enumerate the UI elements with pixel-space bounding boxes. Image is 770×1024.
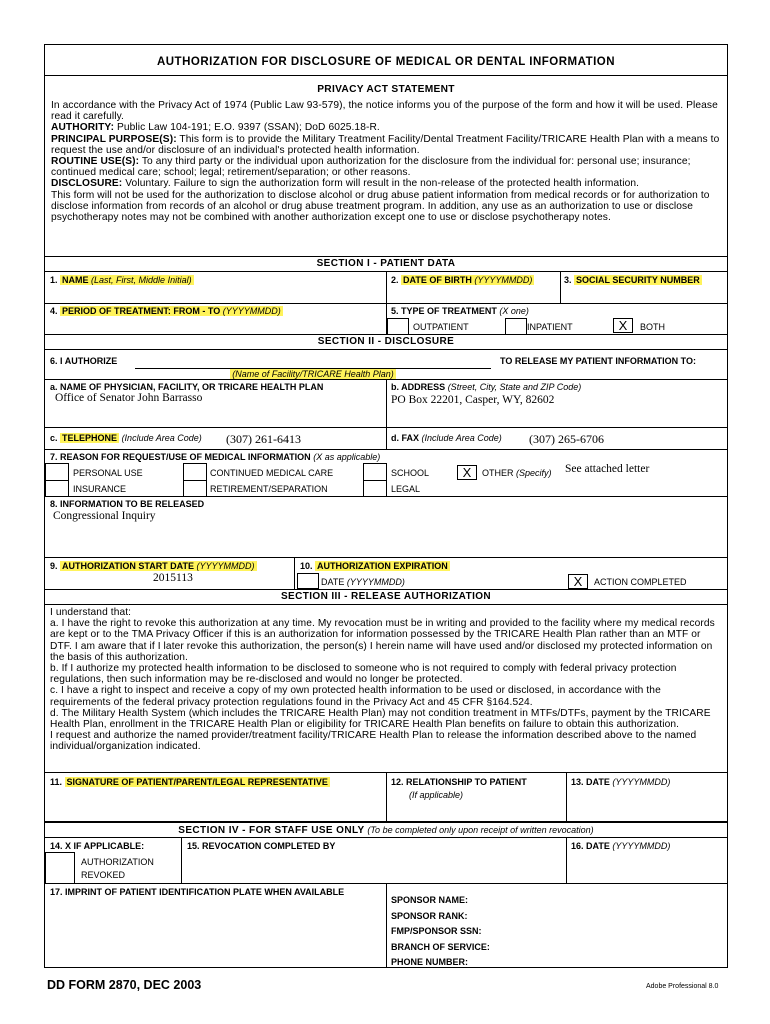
divider	[45, 256, 727, 257]
field-number: 4.	[50, 306, 58, 316]
name-input[interactable]	[45, 273, 386, 303]
divider	[45, 604, 727, 605]
exp-date-hint: (YYYYMMDD)	[346, 577, 405, 587]
sig-date-text: 13. DATE	[571, 777, 610, 787]
field-label-text	[60, 561, 257, 571]
ssn-input[interactable]	[561, 273, 727, 303]
other-checkbox[interactable]: X	[457, 465, 477, 480]
field-number: 11.	[50, 777, 63, 787]
continued-care-label: CONTINUED MEDICAL CARE	[210, 468, 334, 478]
form-id: DD FORM 2870, DEC 2003	[47, 978, 202, 992]
terms-a: a. I have the right to revoke this authorization at any time. My revocation must be in writing and provided to the facility where my medical records are kept or to the TMA Privacy Officer if this is an authorization for information possessed by the TRICARE Health Plan rather than an MTF or DTF. I am aware that if I later revoke this authorization, the person(s) I herein name will have used and/or disclosed my protected information on the basis of this authorization.	[50, 618, 715, 663]
dob-hint: (YYYYMMDD)	[474, 275, 533, 285]
type-label: TYPE OF TREATMENT	[401, 306, 497, 316]
legal-checkbox[interactable]	[363, 480, 387, 497]
authorize-label	[50, 356, 117, 366]
section-4-hint: (To be completed only upon receipt of written revocation)	[367, 825, 594, 835]
routine-text: To any third party or the individual upon authorization for the disclosure from the individual for: personal use; insurance; continued medical care; school; legal; retirement/separation; or other reasons.	[51, 156, 691, 179]
both-checkbox[interactable]: X	[613, 318, 633, 333]
other-label-text: OTHER	[482, 468, 514, 478]
authorize-text: I AUTHORIZE	[60, 356, 118, 366]
divider	[294, 557, 295, 589]
privacy-routine	[51, 156, 723, 178]
expiration-date-label	[321, 577, 405, 587]
revocation-date-input[interactable]	[567, 853, 727, 883]
privacy-authority	[51, 122, 723, 133]
reason-label	[50, 452, 380, 462]
revocation-completed-label: 15. REVOCATION COMPLETED BY	[187, 841, 336, 851]
revoked-label-1: AUTHORIZATION	[81, 857, 154, 867]
insurance-checkbox[interactable]	[45, 480, 69, 497]
branch-label: BRANCH OF SERVICE:	[391, 942, 490, 952]
other-value[interactable]: See attached letter	[565, 463, 650, 475]
expiration-label	[300, 561, 450, 571]
privacy-statement	[51, 100, 723, 223]
expiration-label-text: AUTHORIZATION EXPIRATION	[317, 561, 448, 571]
divider	[45, 334, 727, 335]
imprint-label: 17. IMPRINT OF PATIENT IDENTIFICATION PLATE WHEN AVAILABLE	[50, 887, 345, 897]
fax-label	[391, 433, 502, 443]
imprint-area[interactable]	[45, 899, 385, 967]
rev-date-text: 16. DATE	[571, 841, 610, 851]
address-hint: (Street, City, State and ZIP Code)	[447, 382, 582, 392]
fax-hint: (Include Area Code)	[421, 433, 502, 443]
reason-hint: (X as applicable)	[313, 452, 381, 462]
revocation-date-label	[571, 841, 670, 851]
terms-b: b. If I authorize my protected health information to be disclosed to someone who is not required to comply with federal privacy protection regulations, then such information may be re-disclosed and would no longer be protected.	[50, 663, 677, 686]
phone-number-label: PHONE NUMBER:	[391, 957, 469, 967]
field-number: 5.	[391, 306, 399, 316]
terms-request: I request and authorize the named provider/treatment facility/TRICARE Health Plan to release the information described above to the named individual/organization indicated.	[50, 730, 697, 753]
authority-label: AUTHORITY:	[51, 122, 115, 134]
producer-label: Adobe Professional 8.0	[646, 983, 719, 990]
divider	[45, 75, 727, 76]
sig-date-hint: (YYYYMMDD)	[612, 777, 671, 787]
info-label: 8. INFORMATION TO BE RELEASED	[50, 499, 205, 509]
privacy-disclosure	[51, 178, 723, 189]
reason-label-text: 7. REASON FOR REQUEST/USE OF MEDICAL INFORMATION	[50, 452, 311, 462]
field-number: 10.	[300, 561, 313, 571]
divider	[45, 449, 727, 450]
x-if-applicable-label: 14. X IF APPLICABLE:	[50, 841, 145, 851]
section-3-heading: SECTION III - RELEASE AUTHORIZATION	[280, 591, 492, 602]
telephone-hint: (Include Area Code)	[121, 433, 202, 443]
legal-label: LEGAL	[391, 484, 421, 494]
address-label-text: b. ADDRESS	[391, 382, 446, 392]
section-1-heading: SECTION I - PATIENT DATA	[316, 258, 456, 269]
start-hint: (YYYYMMDD)	[196, 561, 255, 571]
signature-input[interactable]	[45, 790, 386, 820]
divider	[386, 883, 387, 967]
retirement-label: RETIREMENT/SEPARATION	[210, 484, 328, 494]
fax-label-text: d. FAX	[391, 433, 420, 443]
dob-label: DATE OF BIRTH	[403, 275, 472, 285]
facility-hint	[135, 369, 491, 379]
outpatient-label: OUTPATIENT	[413, 322, 469, 332]
info-value[interactable]: Congressional Inquiry	[53, 510, 156, 522]
dob-input[interactable]	[387, 273, 560, 303]
signature-label	[50, 777, 330, 787]
both-label: BOTH	[640, 322, 666, 332]
sponsor-ssn-label: FMP/SPONSOR SSN:	[391, 926, 482, 936]
divider	[45, 557, 727, 558]
form-title: AUTHORIZATION FOR DISCLOSURE OF MEDICAL OR DENTAL INFORMATION	[156, 56, 616, 68]
name-label: NAME	[62, 275, 89, 285]
telephone-label	[50, 433, 202, 443]
inpatient-label: INPATIENT	[527, 322, 573, 332]
sponsor-rank-label: SPONSOR RANK:	[391, 911, 468, 921]
field-number: 1.	[50, 275, 58, 285]
section-4-title: SECTION IV - FOR STAFF USE ONLY	[178, 825, 365, 836]
other-label	[482, 468, 552, 478]
field-number: 2.	[391, 275, 399, 285]
divider	[45, 837, 727, 838]
telephone-label-text: TELEPHONE	[62, 433, 118, 443]
privacy-note: This form will not be used for the authorization to disclose alcohol or drug abuse patient information from medical records or for authorization to disclose information from records of an alcohol or drug abuse treatment program. In addition, any use as an authorization to use or disclose psychotherapy notes may not be combined with another authorization except one to use or disclose psychotherapy notes.	[51, 189, 710, 224]
insurance-label: INSURANCE	[73, 484, 127, 494]
privacy-purpose	[51, 134, 723, 156]
period-input[interactable]	[45, 304, 386, 334]
rev-date-hint: (YYYYMMDD)	[612, 841, 671, 851]
terms-intro: I understand that:	[50, 607, 132, 618]
signature-date-label	[571, 777, 670, 787]
disclosure-label: DISCLOSURE:	[51, 178, 123, 190]
physician-value[interactable]: Office of Senator John Barrasso	[55, 392, 203, 404]
terms-d: d. The Military Health System (which includes the TRICARE Health Plan) may not condition treatment in MTFs/DTFs, payment by the TRICARE Health Plan, enrollment in the TRICARE Health Plan or eligibility for TRICARE Health Plan benefits on failure to obtain this authorization.	[50, 707, 711, 731]
field-number: c.	[50, 433, 58, 443]
disclosure-text: Voluntary. Failure to sign the authorization form will result in the non-release of the protected health information.	[122, 178, 640, 190]
field-type-label	[391, 306, 529, 316]
divider	[386, 427, 387, 449]
privacy-intro: In accordance with the Privacy Act of 1974 (Public Law 93-579), the notice informs you of the purpose of the form and how it will be used. Please read it carefully.	[51, 100, 718, 123]
relationship-label: 12. RELATIONSHIP TO PATIENT	[391, 777, 527, 787]
release-to-label: TO RELEASE MY PATIENT INFORMATION TO:	[500, 356, 697, 366]
divider	[45, 589, 727, 590]
privacy-heading: PRIVACY ACT STATEMENT	[317, 84, 455, 95]
form-frame	[44, 44, 728, 968]
inpatient-checkbox[interactable]	[505, 318, 527, 335]
relationship-hint: (If applicable)	[409, 790, 464, 800]
action-completed-label: ACTION COMPLETED	[594, 577, 687, 587]
start-date-label	[50, 561, 257, 571]
section-4-heading	[45, 825, 727, 836]
address-value[interactable]: PO Box 22201, Casper, WY, 82602	[391, 394, 555, 406]
exp-date-text: DATE	[321, 577, 345, 587]
fax-value[interactable]: (307) 265-6706	[529, 432, 604, 446]
section-2-heading: SECTION II - DISCLOSURE	[317, 336, 455, 347]
other-hint: (Specify)	[516, 468, 552, 478]
release-terms	[50, 607, 723, 753]
signature-label-text: SIGNATURE OF PATIENT/PARENT/LEGAL REPRESENTATIVE	[66, 777, 328, 787]
facility-input[interactable]	[135, 351, 491, 368]
sponsor-name-label: SPONSOR NAME:	[391, 895, 469, 905]
facility-hint-text: (Name of Facility/TRICARE Health Plan)	[232, 369, 394, 379]
revocation-completed-input[interactable]	[182, 853, 566, 883]
field-number: 9.	[50, 561, 58, 571]
divider	[45, 821, 727, 823]
field-number: 3.	[564, 275, 572, 285]
purpose-text: This form is to provide the Military Treatment Facility/Dental Treatment Facility/TRICARE Health Plan with a means to request the use and/or disclosure of an individual's protected health information.	[51, 133, 720, 156]
period-label: PERIOD OF TREATMENT: FROM - TO	[62, 306, 221, 316]
personal-use-label: PERSONAL USE	[73, 468, 143, 478]
revoked-checkbox[interactable]	[45, 852, 75, 884]
ssn-label: SOCIAL SECURITY NUMBER	[576, 275, 700, 285]
retirement-checkbox[interactable]	[183, 480, 207, 497]
period-hint: (YYYYMMDD)	[222, 306, 281, 316]
divider	[386, 379, 387, 427]
authority-text: Public Law 104-191; E.O. 9397 (SSAN); DoD 6025.18-R.	[114, 122, 380, 134]
terms-c: c. I have a right to inspect and receive a copy of my own protected health information to be used or disclosed, in accordance with the requirements of the federal privacy protection regulations found in the Privacy Act and 45 CFR §164.524.	[50, 685, 661, 708]
purpose-label: PRINCIPAL PURPOSE(S):	[51, 133, 177, 145]
outpatient-checkbox[interactable]	[387, 318, 409, 335]
action-completed-checkbox[interactable]: X	[568, 574, 588, 589]
telephone-value[interactable]: (307) 261-6413	[226, 432, 301, 446]
start-label-text: AUTHORIZATION START DATE	[62, 561, 195, 571]
divider	[45, 349, 727, 350]
start-date-value[interactable]: 2015113	[153, 572, 193, 584]
divider	[45, 496, 727, 497]
routine-label: ROUTINE USE(S):	[51, 156, 140, 168]
field-number: 6.	[50, 356, 58, 366]
expiration-date-checkbox[interactable]	[297, 573, 319, 589]
relationship-input[interactable]	[387, 800, 565, 820]
physician-label: a. NAME OF PHYSICIAN, FACILITY, OR TRICARE HEALTH PLAN	[50, 382, 324, 392]
school-label: SCHOOL	[391, 468, 430, 478]
address-label	[391, 382, 581, 392]
type-hint: (X one)	[499, 306, 529, 316]
signature-date-input[interactable]	[567, 790, 727, 820]
name-hint: (Last, First, Middle Initial)	[91, 275, 192, 285]
revoked-label-2: REVOKED	[81, 870, 126, 880]
